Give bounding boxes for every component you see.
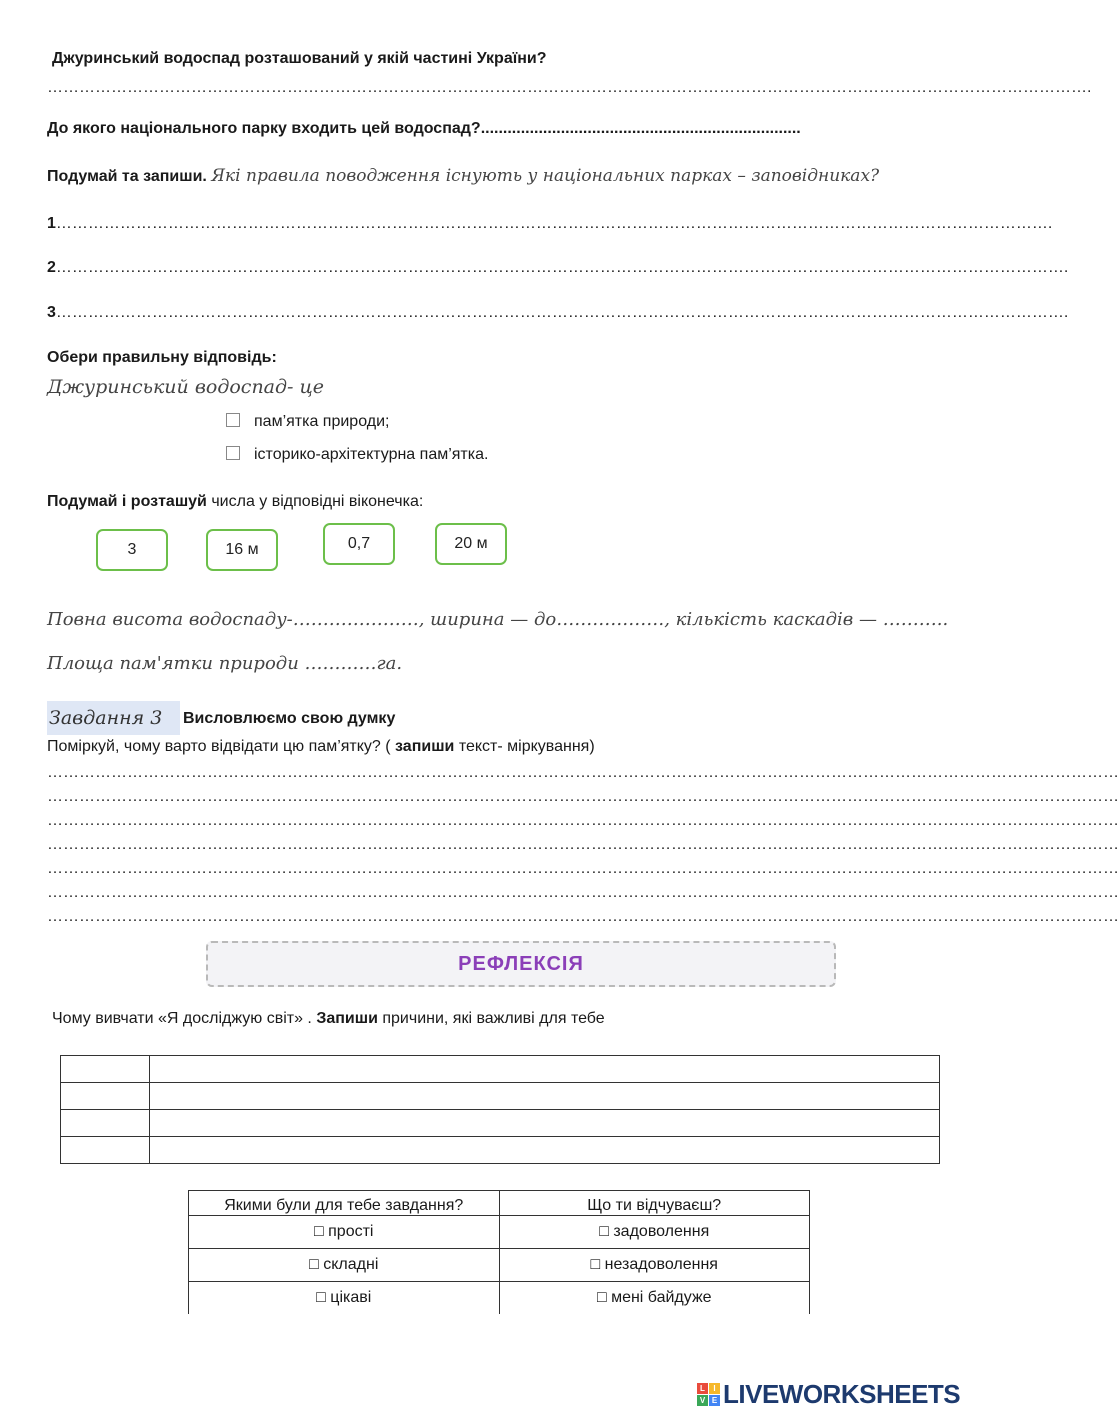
rule-line-3-dots: ……………………………………………………………………………………………………………………………………………………………………….	[55, 304, 1069, 321]
logo-text: LIVEWORKSHEETS	[723, 1378, 961, 1409]
reason-text-cell[interactable]	[150, 1083, 940, 1110]
feedback-option-difficult[interactable]: □ складні	[189, 1249, 500, 1282]
essay-line-2[interactable]: …………………………………………………………………………………………………………………………………………………………………………………	[47, 788, 1119, 805]
task-3-tag: Завдання 3	[47, 701, 180, 735]
number-tile-4[interactable]: 20 м	[435, 523, 507, 565]
question-1-text: Джуринський водоспад розташований у якій частині України?	[52, 50, 547, 67]
question-1-answer-line[interactable]: …………………………………………………………………………………………………………………………………………………………………………….	[47, 79, 1092, 96]
rule-line-3[interactable]	[47, 304, 1069, 322]
reflection-prompt-bold: Запиши	[316, 1010, 378, 1027]
feedback-option-interesting[interactable]: □ цікаві	[189, 1282, 500, 1315]
feedback-option-simple[interactable]: □ прості	[189, 1216, 500, 1249]
rule-line-2-dots: ……………………………………………………………………………………………………………………………………………………………………….	[55, 259, 1069, 276]
table-row	[189, 1249, 810, 1282]
rule-line-2[interactable]	[47, 259, 1069, 277]
table-row	[61, 1083, 940, 1110]
question-4-stem: Джуринський водоспад- це	[47, 376, 325, 398]
question-5-rest: числа у відповідні віконечка:	[211, 493, 424, 510]
table-row	[61, 1056, 940, 1083]
reasons-table	[60, 1055, 940, 1164]
essay-line-3[interactable]: …………………………………………………………………………………………………………………………………………………………………………………	[47, 812, 1119, 829]
checkbox-icon[interactable]	[226, 413, 240, 427]
reason-number-cell[interactable]	[61, 1083, 150, 1110]
table-row	[189, 1282, 810, 1315]
option-2[interactable]	[226, 446, 488, 464]
option-1-label: пам’ятка природи;	[254, 413, 390, 430]
task-3-prompt-bold: запиши	[395, 738, 455, 755]
question-2	[47, 120, 801, 138]
fill-line-height-width[interactable]: Повна висота водоспаду-…………………, ширина — до………………, кількість каскадів — ………..	[47, 609, 949, 630]
option-1[interactable]	[226, 413, 389, 431]
reason-text-cell[interactable]	[150, 1137, 940, 1164]
logo-letter-l: L	[697, 1383, 708, 1394]
reflection-prompt-post: причини, які важливі для тебе	[382, 1010, 605, 1027]
logo-mark-icon	[697, 1383, 720, 1406]
feedback-header-tasks: Якими були для тебе завдання?	[189, 1191, 500, 1216]
task-3-prompt	[47, 738, 595, 756]
table-header-row	[189, 1191, 810, 1216]
rule-line-3-number: 3	[47, 304, 56, 321]
number-tile-1[interactable]: 3	[96, 529, 168, 571]
question-5-prompt	[47, 493, 423, 511]
option-2-label: історико-архітектурна пам’ятка.	[254, 446, 489, 463]
task-3-prompt-pre: Поміркуй, чому варто відвідати цю пам’ятку? (	[47, 738, 391, 755]
feedback-option-unsatisfied[interactable]: □ незадоволення	[499, 1249, 810, 1282]
table-row	[61, 1137, 940, 1164]
logo-letter-e: E	[709, 1395, 720, 1406]
liveworksheets-logo	[697, 1378, 960, 1410]
essay-line-6[interactable]: …………………………………………………………………………………………………………………………………………………………………………………	[47, 884, 1119, 901]
number-tile-3[interactable]: 0,7	[323, 523, 395, 565]
reflection-banner: РЕФЛЕКСІЯ	[206, 941, 836, 987]
reason-number-cell[interactable]	[61, 1056, 150, 1083]
task-3-prompt-post: текст- міркування)	[458, 738, 595, 755]
rule-line-2-number: 2	[47, 259, 56, 276]
feedback-option-indifferent[interactable]: □ мені байдуже	[499, 1282, 810, 1315]
feedback-header-feelings: Що ти відчуваєш?	[499, 1191, 810, 1216]
question-4-title: Обери правильну відповідь:	[47, 349, 277, 366]
reflection-prompt-pre: Чому вивчати «Я досліджую світ» .	[52, 1010, 312, 1027]
reason-number-cell[interactable]	[61, 1137, 150, 1164]
essay-line-1[interactable]: …………………………………………………………………………………………………………………………………………………………………………………	[47, 764, 1119, 781]
task-3-title: Висловлюємо свою думку	[183, 710, 396, 727]
essay-line-5[interactable]: …………………………………………………………………………………………………………………………………………………………………………………	[47, 860, 1119, 877]
essay-line-4[interactable]: …………………………………………………………………………………………………………………………………………………………………………………	[47, 836, 1119, 853]
rule-line-1-dots: …………………………………………………………………………………………………………………………………………………………………….	[55, 215, 1053, 232]
question-3-bold: Подумай та запиши.	[47, 168, 207, 185]
number-tile-2[interactable]: 16 м	[206, 529, 278, 571]
fill-line-area[interactable]: Площа пам'ятки природи …………га.	[47, 653, 403, 674]
question-2-text: До якого національного парку входить цей водоспад?	[47, 120, 481, 137]
logo-letter-v: V	[697, 1395, 708, 1406]
checkbox-icon[interactable]	[226, 446, 240, 460]
reason-text-cell[interactable]	[150, 1056, 940, 1083]
question-3-italic: Які правила поводження існують у національних парках – заповідниках?	[211, 166, 880, 186]
table-row	[61, 1110, 940, 1137]
feedback-table	[188, 1190, 810, 1314]
table-row	[189, 1216, 810, 1249]
rule-line-1-number: 1	[47, 215, 56, 232]
question-5-bold: Подумай і розташуй	[47, 493, 207, 510]
question-3-prompt	[47, 166, 879, 186]
reason-number-cell[interactable]	[61, 1110, 150, 1137]
reason-text-cell[interactable]	[150, 1110, 940, 1137]
logo-letter-i: I	[709, 1383, 720, 1394]
rule-line-1[interactable]	[47, 215, 1053, 233]
reflection-prompt	[52, 1010, 605, 1028]
question-2-answer-line[interactable]: ........................................................................	[480, 120, 801, 137]
feedback-option-satisfied[interactable]: □ задоволення	[499, 1216, 810, 1249]
essay-line-7[interactable]: …………………………………………………………………………………………………………………………………………………………………………………	[47, 908, 1119, 925]
